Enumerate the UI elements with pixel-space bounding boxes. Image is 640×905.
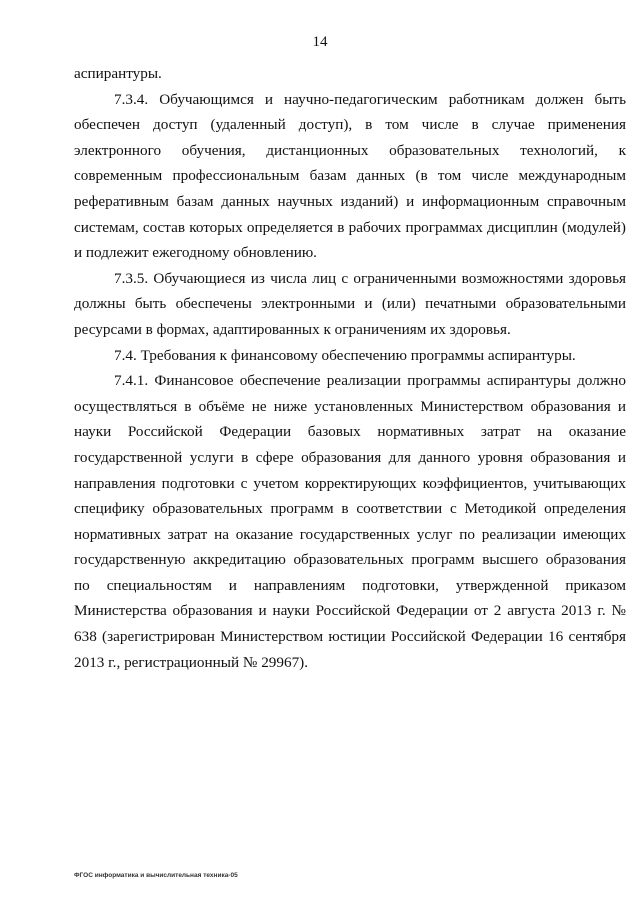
body-text — [74, 61, 626, 675]
footer-label: ФГОС информатика и вычислительная техника-05 — [74, 872, 238, 879]
paragraph-continuation: аспирантуры. — [74, 65, 162, 82]
paragraph-7-3-5: 7.3.5. Обучающиеся из числа лиц с ограниченными возможностями здоровья должны быть обеспечены электронными и (или) печатными образовательными ресурсами в формах, адаптированных к ограничениям их здоровья. — [74, 269, 626, 338]
paragraph-7-4: 7.4. Требования к финансовому обеспечению программы аспирантуры. — [114, 346, 576, 364]
paragraph-7-3-4: 7.3.4. Обучающимся и научно-педагогическим работникам должен быть обеспечен доступ (удаленный доступ), в том числе в случае применения электронного обучения, дистанционных образовательных технологий, к современным профессиональным базам данных (в том числе международным реферативным базам данных научных изданий) и информационным справочным системам, состав которых определяется в рабочих программах дисциплин (модулей) и подлежит ежегодному обновлению. — [74, 90, 626, 262]
page-number: 14 — [312, 34, 328, 50]
paragraph-7-4-1: 7.4.1. Финансовое обеспечение реализации программы аспирантуры должно осуществляться в объёме не ниже установленных Министерством образования и науки Российской Федерации базовых нормативных затрат на оказание государственной услуги в сфере образования для данного уровня образования и направления подготовки с учетом корректирующих коэффициентов, учитывающих специфику образовательных программ в соответствии с Методикой определения нормативных затрат на оказание государственных услуг по реализации имеющих государственную аккредитацию образовательных программ высшего образования по специальностям и направлениям подготовки, утвержденной приказом Министерства образования и науки Российской Федерации от 2 августа 2013 г. № 638 (зарегистрирован Министерством юстиции Российской Федерации 16 сентября 2013 г., регистрационный № 29967). — [74, 372, 626, 671]
